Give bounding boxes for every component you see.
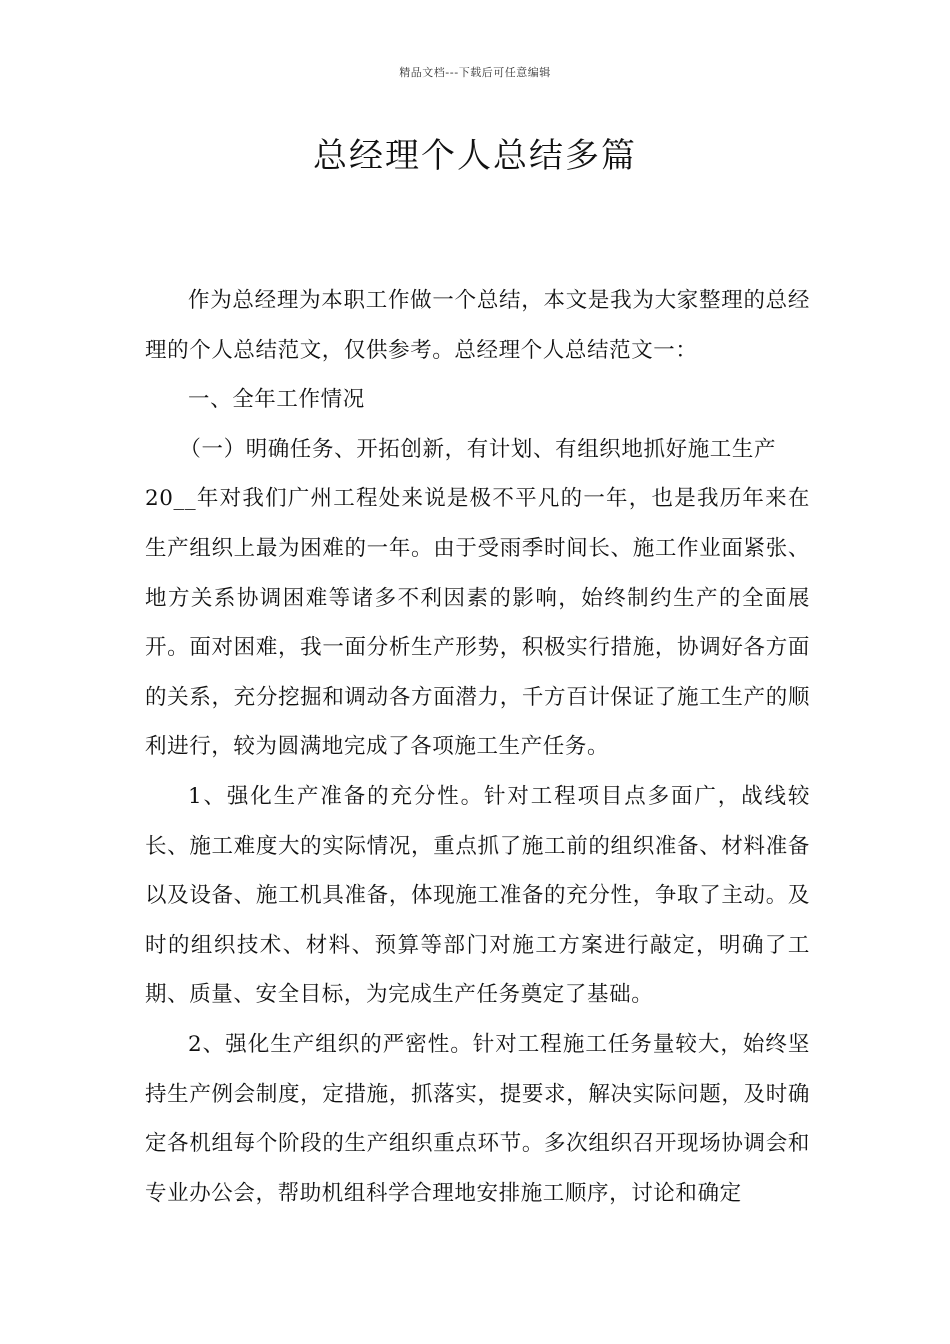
paragraph-intro: 作为总经理为本职工作做一个总结，本文是我为大家整理的总经理的个人总结范文，仅供参考。总经理个人总结范文一： [145, 288, 810, 363]
paragraph-item-1: 1、强化生产准备的充分性。针对工程项目点多面广，战线较长、施工难度大的实际情况，重点抓了施工前的组织准备、材料准备以及设备、施工机具准备，体现施工准备的充分性，争取了主动。及时的组织技术、材料、预算等部门对施工方案进行敲定，明确了工期、质量、安全目标，为完成生产任务奠定了基础。 [145, 783, 810, 1008]
header-note: 精品文档---下载后可任意编辑 [399, 66, 551, 79]
paragraph-overview: 20__年对我们广州工程处来说是极不平凡的一年，也是我历年来在生产组织上最为困难的一年。由于受雨季时间长、施工作业面紧张、地方关系协调困难等诸多不利因素的影响，始终制约生产的全面展开。面对困难，我一面分析生产形势，积极实行措施，协调好各方面的关系，充分挖掘和调动各方面潜力，千方百计保证了施工生产的顺利进行，较为圆满地完成了各项施工生产任务。 [145, 486, 810, 760]
document-body [145, 276, 810, 1218]
paragraph-item-2: 2、强化生产组织的严密性。针对工程施工任务量较大，始终坚持生产例会制度，定措施，抓落实，提要求，解决实际问题，及时确定各机组每个阶段的生产组织重点环节。多次组织召开现场协调会和专业办公会，帮助机组科学合理地安排施工顺序，讨论和确定 [145, 1031, 810, 1206]
section-heading-1: 一、全年工作情况 [188, 387, 365, 413]
document-title: 总经理个人总结多篇 [313, 136, 637, 176]
subsection-heading-1: （一）明确任务、开拓创新，有计划、有组织地抓好施工生产 [179, 436, 777, 462]
